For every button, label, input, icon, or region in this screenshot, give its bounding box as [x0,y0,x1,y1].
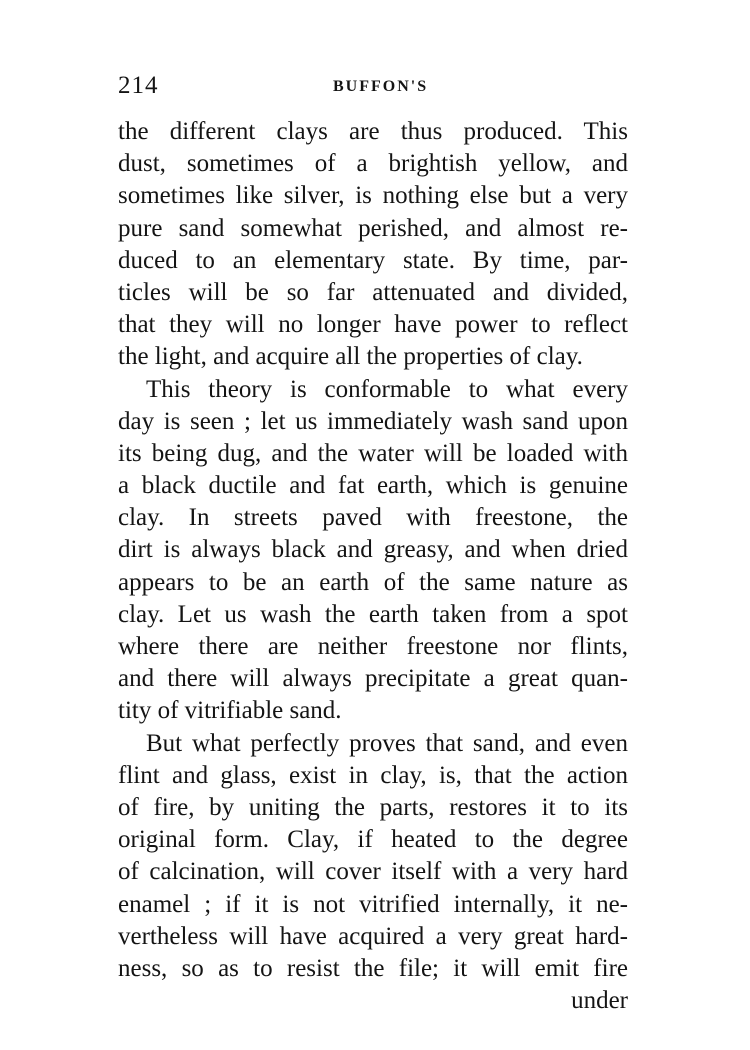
catchword: under [571,987,628,1015]
text-line: the light, and acquire all the properties of clay. [118,343,583,371]
text-line: ness, so as to resist the file; it will emit fire [118,954,628,982]
text-line: where there are neither freestone nor flints, [118,633,628,660]
text-line: flint and glass, exist in clay, is, that the action [118,761,628,789]
running-title: BUFFON'S [333,78,429,95]
text-line: dust, sometimes of a brightish yellow, and [118,150,628,178]
text-line: a black ductile and fat earth, which is genuine [118,472,628,500]
text-line: ticles will be so far attenuated and divided, [118,278,628,306]
text-line: its being dug, and the water will be loaded with [118,439,628,467]
text-line: enamel ; if it is not vitrified internally, it ne- [118,890,628,918]
text-line: pure sand somewhat perished, and almost re- [118,214,628,242]
text-line: This theory is conformable to what every [146,375,628,403]
text-line: that they will no longer have power to reflect [118,311,628,339]
text-line: appears to be an earth of the same nature as [118,568,628,596]
text-line: But what perfectly proves that sand, and even [146,729,628,757]
running-head [118,72,628,102]
text-line: original form. Clay, if heated to the degree [118,826,628,854]
body-text [118,116,628,1017]
page-number: 214 [118,72,159,99]
text-line: clay. In streets paved with freestone, the [118,504,628,532]
text-line: clay. Let us wash the earth taken from a spot [118,600,628,628]
text-line: vertheless will have acquired a very great hard- [118,922,628,950]
text-line: of fire, by uniting the parts, restores it to its [118,793,628,821]
text-line: dirt is always black and greasy, and when dried [118,536,628,564]
text-line: the different clays are thus produced. This [118,118,628,145]
text-line: of calcination, will cover itself with a very hard [118,858,628,886]
text-line: duced to an elementary state. By time, par- [118,246,628,274]
text-line: and there will always precipitate a great quan- [118,665,628,693]
text-line: sometimes like silver, is nothing else but a very [118,182,628,210]
text-line: day is seen ; let us immediately wash sand upon [118,407,628,435]
text-line: tity of vitrifiable sand. [118,697,342,725]
